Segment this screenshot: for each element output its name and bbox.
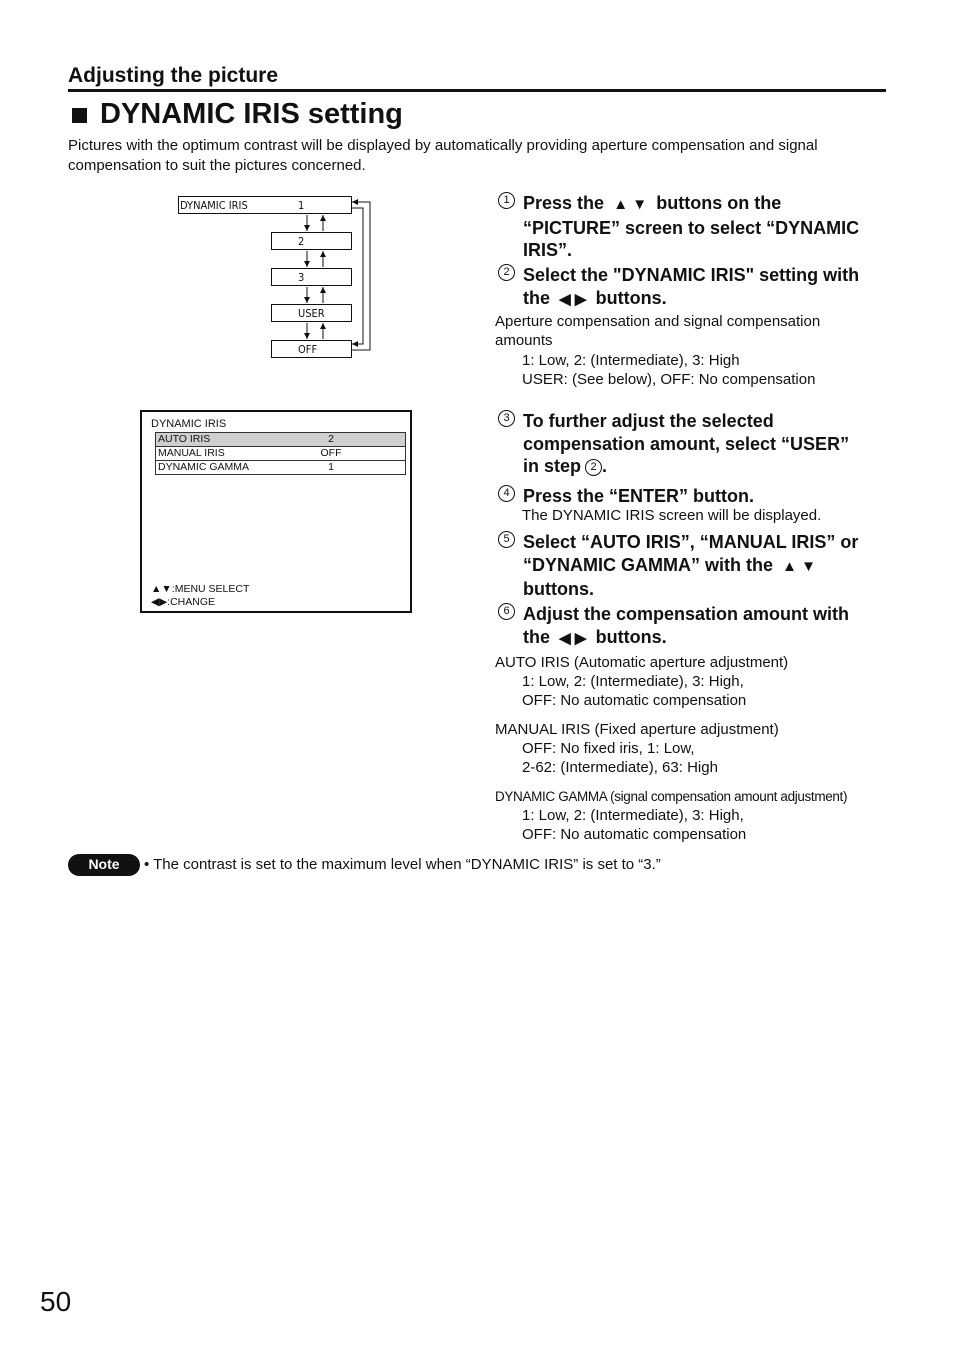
step-text: in step [523,456,582,476]
setting-cycle-diagram [170,188,380,360]
step-number: 3 [498,410,515,427]
page-heading: DYNAMIC IRIS setting [100,98,403,130]
step-text: To further adjust the selected [523,411,774,431]
auto-iris-desc: 1: Low, 2: (Intermediate), 3: High, [522,673,744,690]
note-badge: Note [68,854,140,876]
menu-row-value: 2 [328,433,334,445]
change-hint: ◀▶:CHANGE [151,596,215,608]
step-text: buttons. [595,287,667,308]
auto-iris-desc: OFF: No automatic compensation [522,692,747,709]
menu-row-manual-iris[interactable] [155,447,406,461]
manual-iris-desc: 2-62: (Intermediate), 63: High [522,759,718,776]
flow-label-2: 2 [298,235,305,248]
menu-row-label: DYNAMIC GAMMA [158,461,250,473]
menu-table [155,432,406,475]
step-text: Press the [523,193,605,213]
step-text: Adjust the compensation amount with [523,604,850,624]
step-2-desc: amounts [495,332,553,349]
step-number: 6 [498,603,515,620]
menu-row-label: MANUAL IRIS [158,447,225,459]
header-rule [68,89,886,92]
step-2-desc: Aperture compensation and signal compensation [495,313,821,330]
dynamic-gamma-desc: OFF: No automatic compensation [522,826,747,843]
step-4-desc: The DYNAMIC IRIS screen will be displayed. [522,507,822,524]
flow-label-1: 1 [298,199,305,212]
step-text: IRIS”. [523,240,573,260]
flow-box-2 [272,269,352,286]
flow-label-off: OFF [298,343,318,356]
up-down-arrows-icon: ▲ ▼ [609,196,652,213]
menu-title: DYNAMIC IRIS [151,418,227,430]
step-text: Select “AUTO IRIS”, “MANUAL IRIS” or [523,532,859,552]
step-text: “DYNAMIC GAMMA” with the [523,554,773,575]
left-right-arrows-icon: ◀ ▶ [555,629,591,647]
step-number: 1 [498,192,515,209]
step-text: compensation amount, select “USER” [523,433,850,454]
step-text: . [602,456,608,476]
dynamic-iris-menu-screen [140,410,412,613]
step-text: Select the "DYNAMIC IRIS" setting with [523,265,860,285]
step-text: buttons. [595,626,667,647]
flow-box-1 [272,233,352,250]
up-down-arrows-icon: ▲ ▼ [778,557,817,575]
intro-paragraph: Pictures with the optimum contrast will be displayed by automatically providing aperture compensation and signal compensation to suit the pictures concerned. [68,137,818,174]
menu-row-value: OFF [320,447,342,459]
step-number: 2 [498,264,515,281]
menu-row-value: 1 [328,461,334,473]
square-bullet-icon [72,108,87,123]
step-text: the [523,626,550,647]
page-number: 50 [40,1286,72,1317]
step-text: buttons on the [656,193,782,213]
menu-select-hint: ▲▼:MENU SELECT [151,583,250,595]
step-2-desc: 1: Low, 2: (Intermediate), 3: High [522,352,740,369]
heading-row [72,98,403,131]
manual-iris-desc: OFF: No fixed iris, 1: Low, [522,740,695,757]
menu-row-auto-iris[interactable] [155,432,406,447]
menu-row-label: AUTO IRIS [158,433,211,445]
step-number: 5 [498,531,515,548]
step-text: the [523,287,550,308]
step-number: 4 [498,485,515,502]
flow-label-3: 3 [298,271,305,284]
section-title: Adjusting the picture [68,64,278,87]
step-text: “PICTURE” screen to select “DYNAMIC [523,217,860,238]
menu-row-dynamic-gamma[interactable] [155,461,406,475]
step-2-desc: USER: (See below), OFF: No compensation [522,371,816,388]
flow-label-user: USER [298,307,325,320]
step-ref-number: 2 [585,459,602,476]
note-text: • The contrast is set to the maximum level when “DYNAMIC IRIS” is set to “3.” [144,856,661,873]
dynamic-gamma-title: DYNAMIC GAMMA (signal compensation amount adjustment) [495,789,848,804]
step-text: buttons. [523,579,594,599]
manual-iris-title: MANUAL IRIS (Fixed aperture adjustment) [495,721,779,738]
dynamic-gamma-desc: 1: Low, 2: (Intermediate), 3: High, [522,807,744,824]
flow-label-dynamic-iris: DYNAMIC IRIS [180,199,248,212]
step-text: Press the “ENTER” button. [523,486,755,506]
auto-iris-title: AUTO IRIS (Automatic aperture adjustment) [495,654,789,671]
left-right-arrows-icon: ◀ ▶ [555,290,591,308]
